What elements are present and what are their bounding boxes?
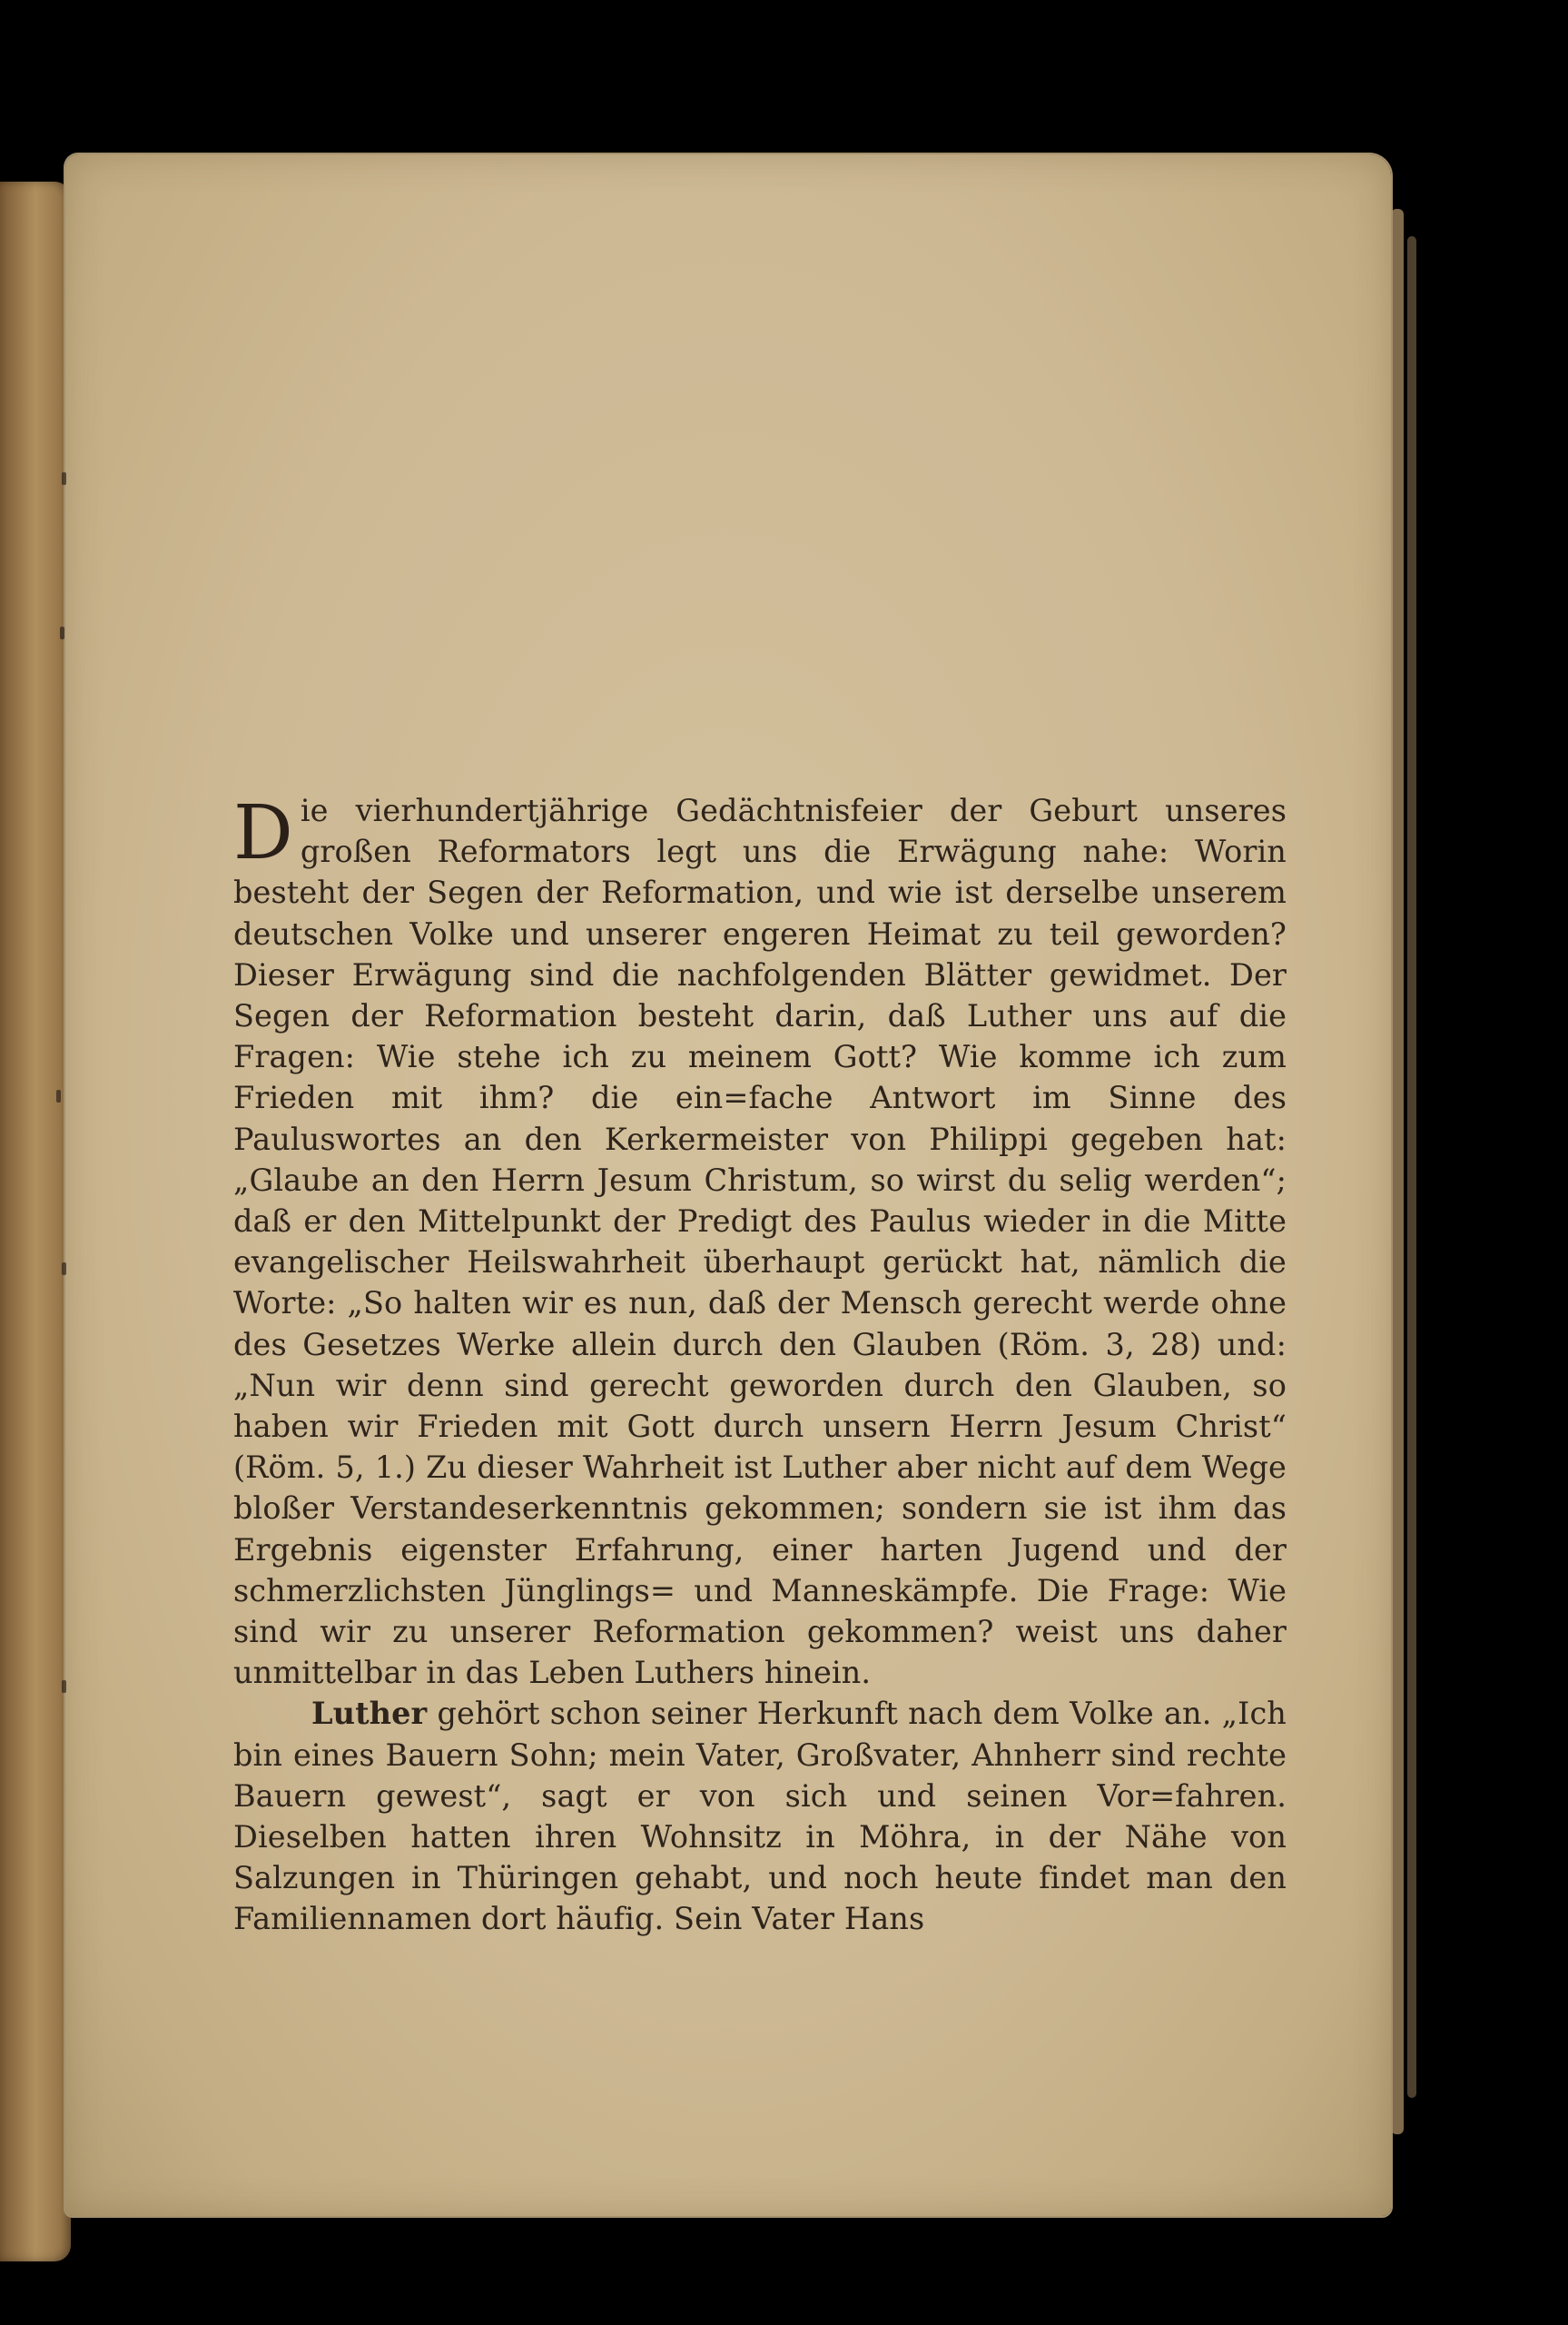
paragraph-1 bbox=[233, 790, 1287, 1693]
page-text bbox=[233, 790, 1287, 1940]
binding-mark bbox=[60, 627, 64, 639]
paragraph-2-text: gehört schon seiner Herkunft nach dem Volke an. „Ich bin eines Bauern Sohn; mein Vater, Großvater, Ahnherr sind rechte Bauern gewest“, sagt er von sich und seinen Vor=fahren. Dieselben hatten ihren Wohnsitz in Möhra, in der Nähe von Salzungen in Thüringen gehabt, und noch heute findet man den Familiennamen dort häufig. Sein Vater Hans bbox=[233, 1696, 1287, 1937]
binding-mark bbox=[62, 1680, 66, 1693]
paragraph-1-text: ie vierhundertjährige Gedächtnisfeier der Geburt unseres großen Reformators legt uns die Erwägung nahe: Worin besteht der Segen der Reformation, und wie ist derselbe unserem deutschen Volke und unserer engeren Heimat zu teil geworden? Dieser Erwägung sind die nachfolgenden Blätter gewidmet. Der Segen der Reformation besteht darin, daß Luther uns auf die Fragen: Wie stehe ich zu meinem Gott? Wie komme ich zum Frieden mit ihm? die ein=fache Antwort im Sinne des Pauluswortes an den Kerkermeister von Philippi gegeben hat: „Glaube an den Herrn Jesum Christum, so wirst du selig werden“; daß er den Mittelpunkt der Predigt des Paulus wieder in die Mitte evangelischer Heilswahrheit überhaupt gerückt hat, nämlich die Worte: „So halten wir es nun, daß der Mensch gerecht werde ohne des Gesetzes Werke allein durch den Glauben (Röm. 3, 28) und: „Nun wir denn sind gerecht geworden durch den Glauben, so haben wir Frieden mit Gott durch unsern Herrn Jesum Christ“ (Röm. 5, 1.) Zu dieser Wahrheit ist Luther aber nicht auf dem Wege bloßer Verstandeserkenntnis gekommen; sondern sie ist ihm das Ergebnis eigenster Erfahrung, einer harten Jugend und der schmerzlichsten Jünglings= und Manneskämpfe. Die Frage: Wie sind wir zu unserer Reformation gekommen? weist uns daher unmittelbar in das Leben Luthers hinein. bbox=[233, 793, 1287, 1691]
binding-mark bbox=[56, 1090, 61, 1103]
book-page bbox=[65, 154, 1391, 2216]
page-stack-edge bbox=[1391, 209, 1404, 2134]
left-page-edge bbox=[0, 182, 71, 2261]
paragraph-2 bbox=[233, 1693, 1287, 1939]
paragraph-2-lead: Luther bbox=[311, 1696, 428, 1732]
page-stack-edge bbox=[1407, 236, 1416, 2098]
binding-mark bbox=[62, 1262, 66, 1275]
drop-cap: D bbox=[233, 790, 293, 876]
binding-mark bbox=[62, 472, 66, 485]
